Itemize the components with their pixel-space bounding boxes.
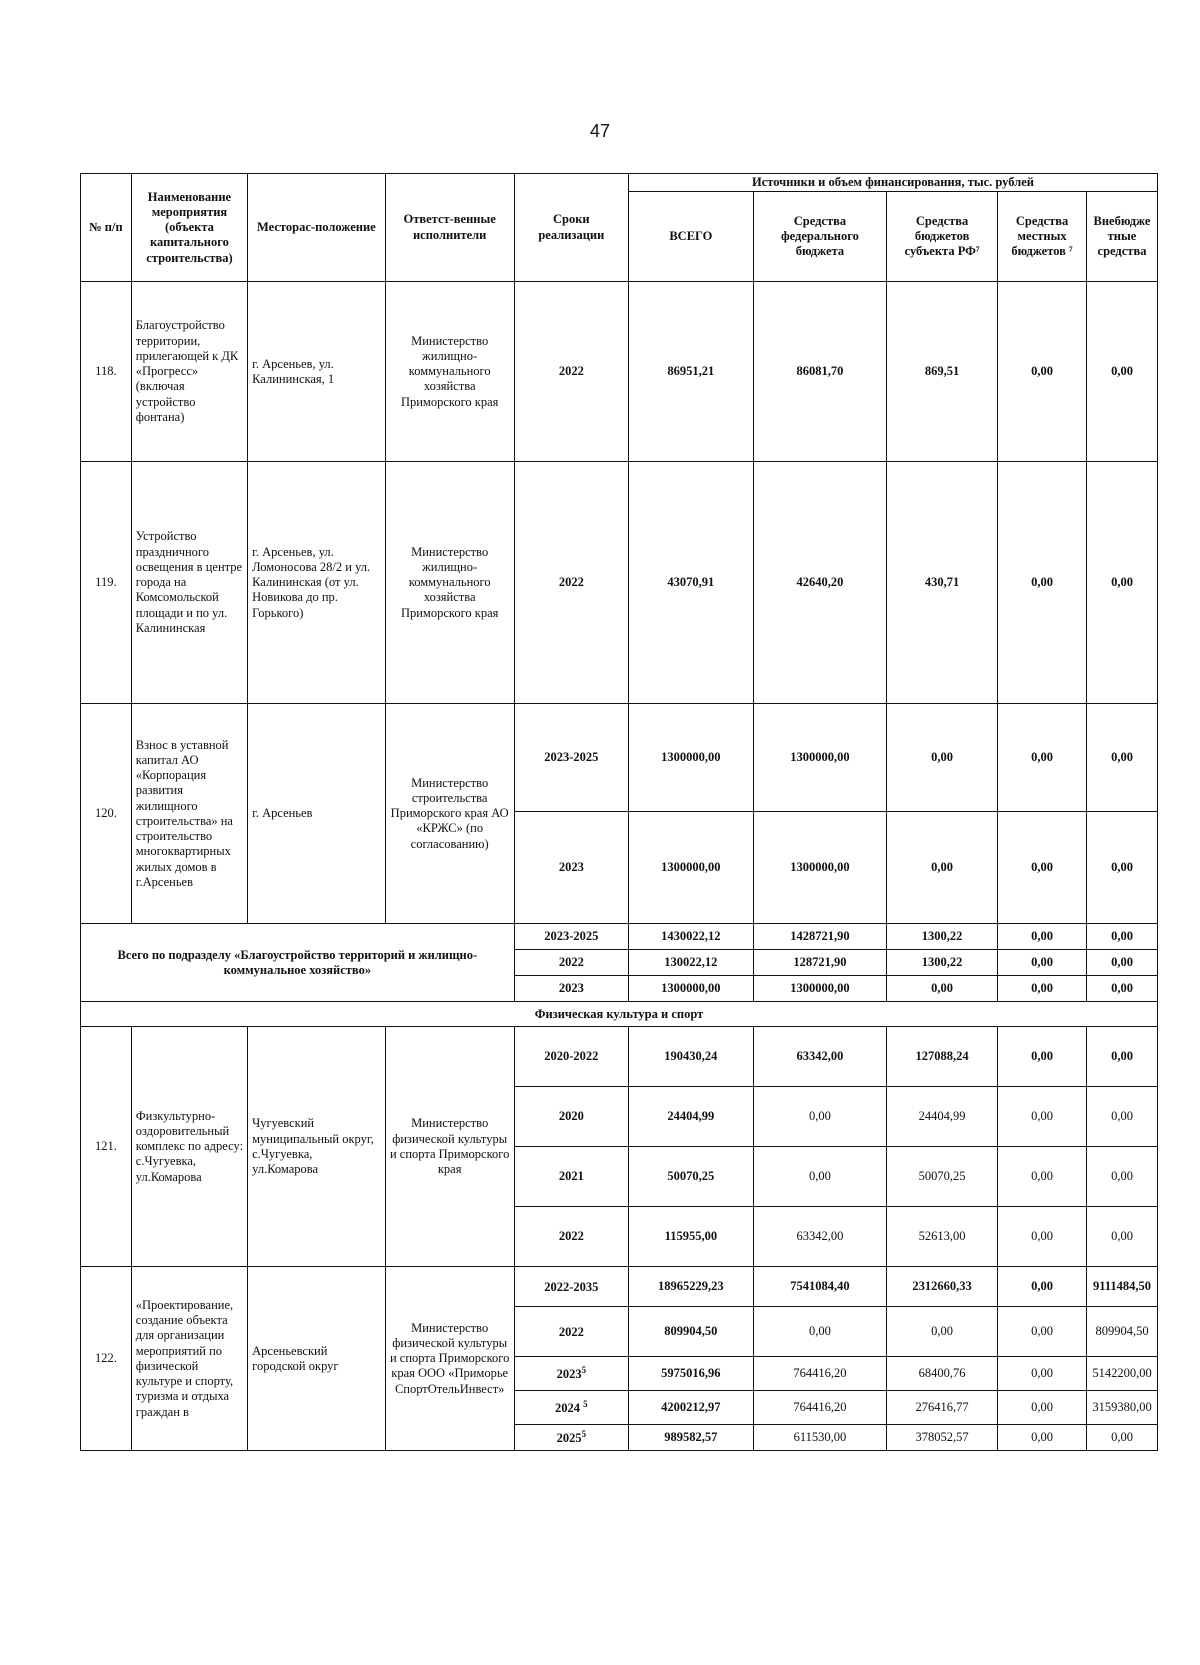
row-extra: 0,00 (1087, 1425, 1158, 1451)
row-term: 2022 (514, 282, 628, 462)
row-federal: 0,00 (753, 1087, 886, 1147)
footnote-mark: 5 (583, 1399, 588, 1410)
row-total: 1300000,00 (628, 704, 753, 812)
row-extra: 0,00 (1087, 462, 1158, 704)
table-row-121 (81, 1027, 1158, 1087)
header-location: Месторас-положение (248, 174, 386, 282)
row-extra: 809904,50 (1087, 1307, 1158, 1357)
row-term: 2020 (514, 1087, 628, 1147)
financing-table (80, 173, 1158, 1451)
row-local: 0,00 (998, 1357, 1087, 1391)
row-term: 2023-2025 (514, 704, 628, 812)
row-federal: 764416,20 (753, 1357, 886, 1391)
row-name: Взнос в уставной капитал АО «Корпорация развития жилищного строительства» на строительство многоквартирных жилых домов в г.Арсеньев (131, 704, 247, 924)
table-row-120 (81, 704, 1158, 812)
row-federal: 128721,90 (753, 950, 886, 976)
table-row-119 (81, 462, 1158, 704)
row-federal: 1300000,00 (753, 976, 886, 1002)
row-term (514, 1391, 628, 1425)
row-executor: Министерство физической культуры и спорта Приморского края (385, 1027, 514, 1267)
row-subject: 0,00 (887, 704, 998, 812)
row-name: «Проектирование, создание объекта для организации мероприятий по физической культуре и спорту, туризма и отдыха граждан в (131, 1267, 247, 1451)
row-number: 119. (81, 462, 132, 704)
row-federal: 764416,20 (753, 1391, 886, 1425)
header-financing-group: Источники и объем финансирования, тыс. рублей (628, 174, 1157, 192)
row-location: г. Арсеньев, ул. Ломоносова 28/2 и ул. Калининская (от ул. Новикова до пр. Горького) (248, 462, 386, 704)
row-total: 4200212,97 (628, 1391, 753, 1425)
header-subject: Средства бюджетов субъекта РФ⁷ (887, 192, 998, 282)
row-location: г. Арсеньев, ул. Калининская, 1 (248, 282, 386, 462)
row-extra: 0,00 (1087, 924, 1158, 950)
row-extra: 0,00 (1087, 976, 1158, 1002)
row-subject: 2312660,33 (887, 1267, 998, 1307)
term-text: 2022 (558, 1325, 584, 1340)
row-local: 0,00 (998, 282, 1087, 462)
row-total: 24404,99 (628, 1087, 753, 1147)
footnote-mark: 5 (581, 1365, 587, 1376)
row-extra: 3159380,00 (1087, 1391, 1158, 1425)
row-local: 0,00 (998, 950, 1087, 976)
header-row-1 (81, 174, 1158, 192)
row-number: 120. (81, 704, 132, 924)
row-local: 0,00 (998, 462, 1087, 704)
header-local: Средства местных бюджетов ⁷ (998, 192, 1087, 282)
row-subject: 52613,00 (887, 1207, 998, 1267)
row-total: 1430022,12 (628, 924, 753, 950)
row-term: 2023-2025 (514, 924, 628, 950)
row-subject: 0,00 (887, 976, 998, 1002)
row-subject: 430,71 (887, 462, 998, 704)
row-executor: Министерство строительства Приморского края АО «КРЖС» (по согласованию) (385, 704, 514, 924)
row-local: 0,00 (998, 1267, 1087, 1307)
table-row-122 (81, 1267, 1158, 1307)
row-location: Арсеньевский городской округ (248, 1267, 386, 1451)
row-total: 1300000,00 (628, 812, 753, 924)
term-text: 2025 (556, 1431, 582, 1446)
row-federal: 63342,00 (753, 1027, 886, 1087)
row-subject: 1300,22 (887, 950, 998, 976)
row-total: 18965229,23 (628, 1267, 753, 1307)
row-term: 2021 (514, 1147, 628, 1207)
row-subject: 0,00 (887, 812, 998, 924)
row-local: 0,00 (998, 1391, 1087, 1425)
footnote-mark: 5 (581, 1429, 587, 1440)
row-federal: 42640,20 (753, 462, 886, 704)
row-total: 809904,50 (628, 1307, 753, 1357)
header-federal: Средства федерального бюджета (753, 192, 886, 282)
row-extra: 0,00 (1087, 812, 1158, 924)
row-extra: 0,00 (1087, 1207, 1158, 1267)
row-subject: 0,00 (887, 1307, 998, 1357)
row-term: 2022 (514, 462, 628, 704)
row-subject: 869,51 (887, 282, 998, 462)
row-extra: 0,00 (1087, 1087, 1158, 1147)
row-term: 2022 (514, 950, 628, 976)
row-total: 5975016,96 (628, 1357, 753, 1391)
row-total: 130022,12 (628, 950, 753, 976)
row-local: 0,00 (998, 1425, 1087, 1451)
row-term: 2023 (514, 976, 628, 1002)
row-total: 50070,25 (628, 1147, 753, 1207)
row-total: 190430,24 (628, 1027, 753, 1087)
row-subject: 1300,22 (887, 924, 998, 950)
row-number: 121. (81, 1027, 132, 1267)
row-location: г. Арсеньев (248, 704, 386, 924)
row-local: 0,00 (998, 704, 1087, 812)
row-federal: 611530,00 (753, 1425, 886, 1451)
header-total: ВСЕГО (628, 192, 753, 282)
term-text: 2024 (555, 1401, 584, 1416)
row-total: 43070,91 (628, 462, 753, 704)
section-row (81, 1002, 1158, 1027)
row-subject: 378052,57 (887, 1425, 998, 1451)
row-local: 0,00 (998, 812, 1087, 924)
row-extra: 0,00 (1087, 1147, 1158, 1207)
row-term: 2020-2022 (514, 1027, 628, 1087)
section-title: Физическая культура и спорт (81, 1002, 1158, 1027)
row-term: 2023 (514, 812, 628, 924)
row-extra: 0,00 (1087, 1027, 1158, 1087)
row-federal: 1300000,00 (753, 812, 886, 924)
subtotal-row-1 (81, 924, 1158, 950)
row-term (514, 1357, 628, 1391)
row-federal: 0,00 (753, 1147, 886, 1207)
row-total: 86951,21 (628, 282, 753, 462)
row-name: Устройство праздничного освещения в центре города на Комсомольской площади и по ул. Калининская (131, 462, 247, 704)
row-local: 0,00 (998, 1027, 1087, 1087)
row-term (514, 1307, 628, 1357)
row-local: 0,00 (998, 1087, 1087, 1147)
row-total: 989582,57 (628, 1425, 753, 1451)
header-extra: Внебюджетные средства (1087, 192, 1158, 282)
row-local: 0,00 (998, 924, 1087, 950)
row-subject: 24404,99 (887, 1087, 998, 1147)
table-row-118 (81, 282, 1158, 462)
row-federal: 7541084,40 (753, 1267, 886, 1307)
row-local: 0,00 (998, 976, 1087, 1002)
term-text: 2022-2035 (544, 1280, 599, 1295)
row-federal: 63342,00 (753, 1207, 886, 1267)
row-extra: 5142200,00 (1087, 1357, 1158, 1391)
row-term (514, 1267, 628, 1307)
page-number: 47 (589, 121, 611, 141)
row-extra: 0,00 (1087, 282, 1158, 462)
row-number: 122. (81, 1267, 132, 1451)
row-name: Физкультурно-оздоровительный комплекс по адресу: с.Чугуевка, ул.Комарова (131, 1027, 247, 1267)
row-term: 2022 (514, 1207, 628, 1267)
row-local: 0,00 (998, 1147, 1087, 1207)
row-federal: 86081,70 (753, 282, 886, 462)
row-total: 1300000,00 (628, 976, 753, 1002)
row-term (514, 1425, 628, 1451)
term-text: 2023 (556, 1367, 582, 1382)
row-executor: Министерство физической культуры и спорта Приморского края ООО «Приморье СпортОтельИнвест» (385, 1267, 514, 1451)
row-local: 0,00 (998, 1307, 1087, 1357)
subtotal-label: Всего по подразделу «Благоустройство территорий и жилищно-коммунальное хозяйство» (81, 924, 515, 1002)
row-subject: 127088,24 (887, 1027, 998, 1087)
row-subject: 50070,25 (887, 1147, 998, 1207)
row-executor: Министерство жилищно-коммунального хозяйства Приморского края (385, 462, 514, 704)
row-extra: 0,00 (1087, 950, 1158, 976)
row-subject: 68400,76 (887, 1357, 998, 1391)
row-location: Чугуевский муниципальный округ, с.Чугуевка, ул.Комарова (248, 1027, 386, 1267)
row-federal: 1428721,90 (753, 924, 886, 950)
row-federal: 1300000,00 (753, 704, 886, 812)
row-executor: Министерство жилищно-коммунального хозяйства Приморского края (385, 282, 514, 462)
header-terms: Сроки реализации (514, 174, 628, 282)
row-federal: 0,00 (753, 1307, 886, 1357)
row-subject: 276416,77 (887, 1391, 998, 1425)
header-num: № п/п (81, 174, 132, 282)
row-local: 0,00 (998, 1207, 1087, 1267)
header-name: Наименование мероприятия (объекта капитального строительства) (131, 174, 247, 282)
row-number: 118. (81, 282, 132, 462)
row-total: 115955,00 (628, 1207, 753, 1267)
header-executors: Ответст-венные исполнители (385, 174, 514, 282)
row-name: Благоустройство территории, прилегающей к ДК «Прогресс» (включая устройство фонтана) (131, 282, 247, 462)
row-extra: 0,00 (1087, 704, 1158, 812)
row-extra: 9111484,50 (1087, 1267, 1158, 1307)
